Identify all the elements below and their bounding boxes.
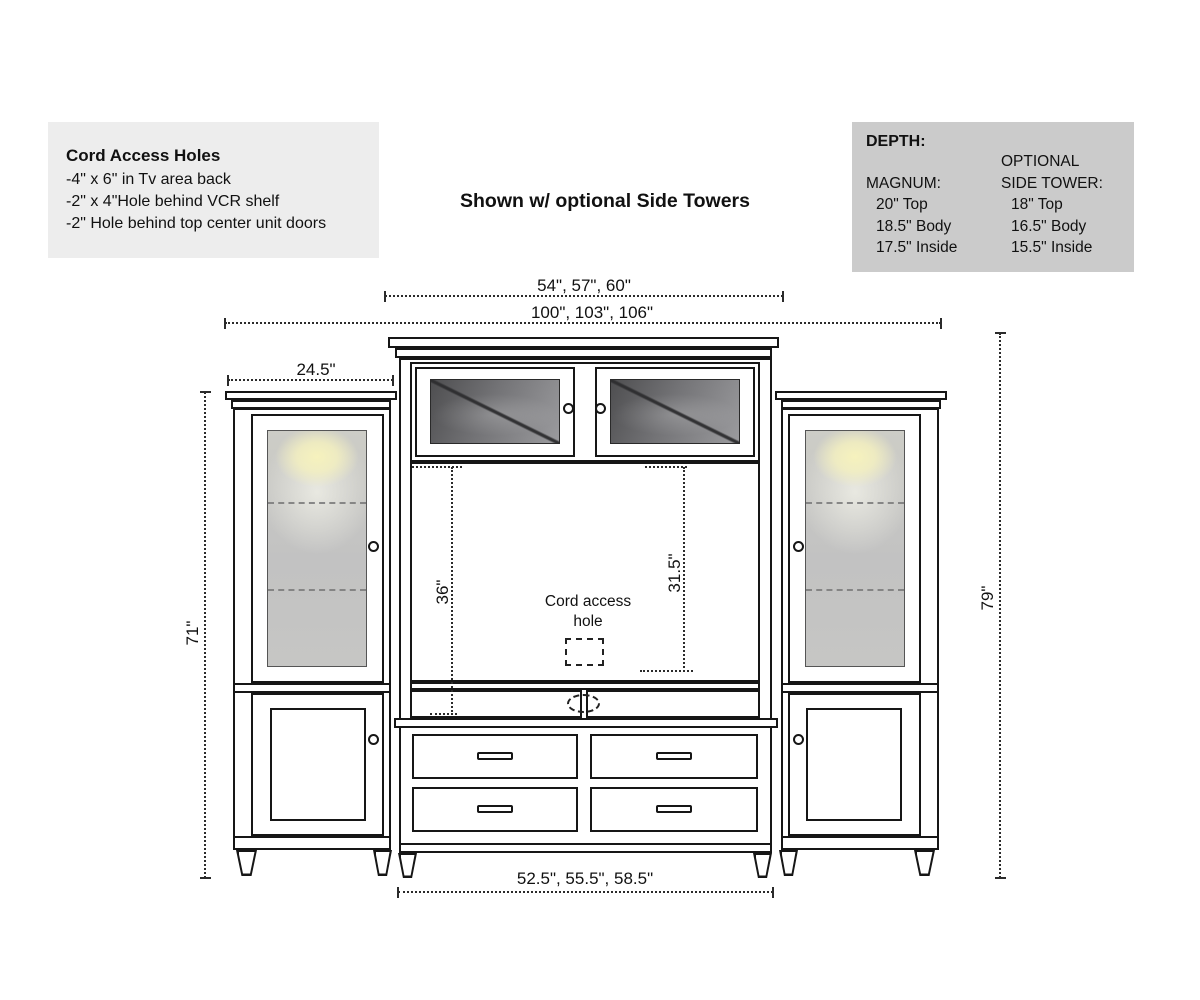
cord-access-note-3: -2" Hole behind top center unit doors (66, 215, 327, 232)
center-counter-band (394, 718, 778, 728)
center-unit-crown-lower (395, 348, 772, 358)
center-right-door-knob (595, 403, 606, 414)
left-tower-base-rail (233, 836, 391, 850)
right-tower-shelf-line-1 (806, 502, 904, 504)
magnum-header-top (866, 151, 1001, 173)
drawer-bottom-right-handle (656, 805, 692, 813)
page-title: Shown w/ optional Side Towers (460, 190, 750, 212)
dim-label-tv-opening-height: 31.5" (665, 553, 684, 593)
center-left-glass-panel (430, 379, 560, 444)
right-tower-right-foot (914, 850, 935, 876)
left-tower-left-foot (236, 850, 257, 876)
right-tower-crown-top (775, 391, 947, 400)
right-tower-lower-door-knob (793, 734, 804, 745)
center-right-glass-panel (610, 379, 740, 444)
dim-cap-tv-top-left (412, 466, 462, 468)
dim-label-tv-area-height: 36" (433, 579, 452, 605)
left-tower-shelf-line-1 (268, 502, 366, 504)
depth-box (852, 122, 1134, 272)
depth-columns (866, 151, 1134, 259)
left-tower-lower-door-panel (270, 708, 366, 821)
right-tower-glass-panel (805, 430, 905, 667)
dim-line-side-tower-height (204, 392, 206, 878)
cord-access-holes-title: Cord Access Holes (66, 146, 221, 165)
magnum-header: MAGNUM: (866, 174, 941, 192)
left-tower-mid-rail (233, 683, 391, 693)
dim-label-side-tower-width: 24.5" (296, 360, 336, 379)
left-tower-shelf-line-2 (268, 589, 366, 591)
left-tower-glass-panel (267, 430, 367, 667)
right-tower-base-rail (781, 836, 939, 850)
side-tower-inside: 15.5" Inside (1011, 239, 1093, 256)
dim-line-center-base-width (398, 891, 773, 893)
center-base-rail (399, 843, 772, 853)
side-tower-body: 16.5" Body (1011, 217, 1087, 235)
center-unit-crown-top (388, 337, 779, 348)
depth-column-magnum (866, 151, 1001, 259)
dim-label-overall-height: 79" (978, 585, 997, 611)
dim-label-overall-width: 100", 103", 106" (530, 303, 654, 322)
depth-column-side-tower (1001, 151, 1131, 259)
dim-cap-tv-top-right (645, 466, 687, 468)
drawer-top-right-handle (656, 752, 692, 760)
left-tower-door-knob (368, 541, 379, 552)
vcr-cord-hole-outline (567, 694, 600, 713)
right-tower-mid-rail (781, 683, 939, 693)
magnum-inside: 17.5" Inside (876, 239, 958, 256)
right-tower-lower-door-panel (806, 708, 902, 821)
cord-access-hole-outline (565, 638, 604, 666)
dim-line-overall-height (999, 333, 1001, 878)
cord-access-hole-label: Cord access hole (544, 593, 632, 630)
dim-label-center-base-width: 52.5", 55.5", 58.5" (516, 869, 654, 888)
left-tower-right-foot (373, 850, 392, 876)
left-tower-crown-top (225, 391, 397, 400)
center-left-door-knob (563, 403, 574, 414)
right-tower-left-foot (779, 850, 798, 876)
depth-title: DEPTH: (866, 133, 926, 150)
center-left-foot (398, 853, 417, 878)
center-right-foot (753, 853, 772, 878)
magnum-body: 18.5" Body (876, 217, 952, 235)
right-tower-door-knob (793, 541, 804, 552)
side-tower-top: 18" Top (1011, 196, 1063, 213)
drawer-top-left-handle (477, 752, 513, 760)
drawer-bottom-left-handle (477, 805, 513, 813)
cord-access-note-2: -2" x 4"Hole behind VCR shelf (66, 193, 280, 210)
dim-cap-tv-bottom-right (640, 670, 693, 672)
right-tower-shelf-line-2 (806, 589, 904, 591)
cord-access-holes-box (48, 122, 379, 258)
magnum-top: 20" Top (876, 196, 928, 213)
dim-label-center-top-width: 54", 57", 60" (537, 276, 631, 295)
dim-label-side-tower-height: 71" (183, 620, 202, 646)
left-tower-lower-door-knob (368, 734, 379, 745)
side-tower-header-top: OPTIONAL (1001, 153, 1080, 170)
side-tower-header: SIDE TOWER: (1001, 174, 1103, 192)
cord-access-note-1: -4" x 6" in Tv area back (66, 171, 231, 188)
